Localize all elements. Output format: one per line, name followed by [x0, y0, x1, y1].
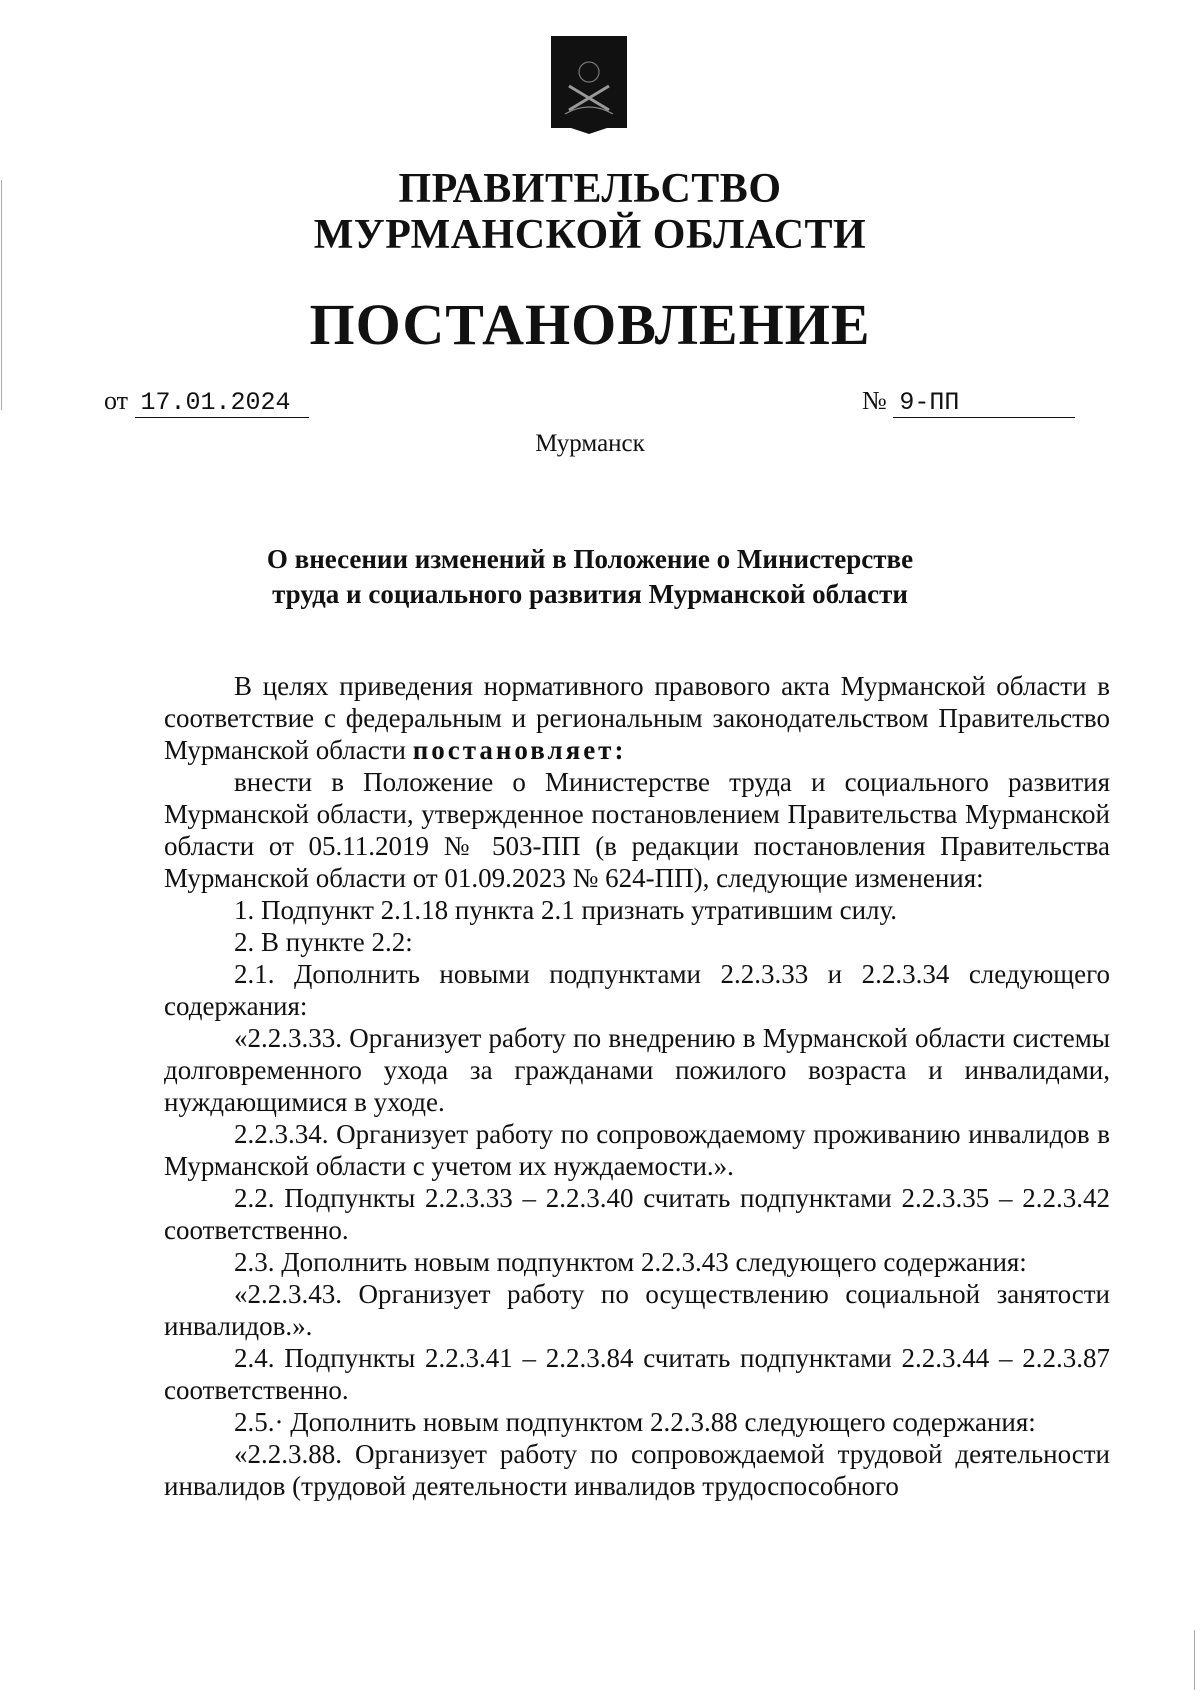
scan-edge-mark-right — [1194, 1630, 1195, 1690]
paragraph-item-2-4: 2.4. Подпункты 2.2.3.41 – 2.2.3.84 считать подпунктами 2.2.3.44 – 2.2.3.87 соответственно. — [164, 1343, 1110, 1405]
paragraph-item-2: 2. В пункте 2.2: — [234, 927, 413, 957]
number-field — [862, 386, 1075, 418]
title-line1: О внесении изменений в Положение о Министерстве — [266, 544, 914, 574]
preamble-text: В целях приведения нормативного правового акта Мурманской области в соответствие с федеральным и региональным законодательством Правительство Мурманской области — [164, 671, 1110, 765]
paragraph-quote-2-2-3-34: 2.2.3.34. Организует работу по сопровождаемому проживанию инвалидов в Мурманской области с учетом их нуждаемости.». — [164, 1119, 1110, 1181]
org-name-line1: ПРАВИТЕЛЬСТВО — [398, 166, 782, 212]
title-line2: труда и социального развития Мурманской области — [272, 579, 908, 609]
number-prefix: № — [862, 386, 887, 415]
paragraph-quote-2-2-3-43: «2.2.3.43. Организует работу по осуществлению социальной занятости инвалидов.». — [164, 1279, 1110, 1341]
coat-of-arms-emblem — [547, 34, 631, 134]
paragraph-quote-2-2-3-88: «2.2.3.88. Организует работу по сопровождаемой трудовой деятельности инвалидов (трудовой деятельности инвалидов трудоспособного — [164, 1439, 1110, 1501]
paragraph-item-2-5: 2.5.· Дополнить новым подпунктом 2.2.3.88 следующего содержания: — [234, 1407, 1036, 1437]
paragraph-quote-2-2-3-33: «2.2.3.33. Организует работу по внедрению в Мурманской области системы долговременного ухода за гражданами пожилого возраста и инвалидами, нуждающимися в уходе. — [164, 1023, 1110, 1117]
paragraph-amendment: внести в Положение о Министерстве труда и социального развития Мурманской области, утвержденное постановлением Правительства Мурманской области от 05.11.2019 № 503-ПП (в редакции постановления Правительства Мурманской области от 01.09.2023 № 624-ПП), следующие изменения: — [164, 767, 1110, 893]
document-title — [0, 542, 1180, 612]
date-prefix: от — [104, 386, 129, 415]
date-value: 17.01.2024 — [135, 389, 309, 418]
number-value: 9-ПП — [893, 389, 1075, 418]
paragraph-preamble — [164, 670, 1110, 766]
document-type: ПОСТАНОВЛЕНИЕ — [309, 292, 871, 357]
paragraph-item-1: 1. Подпункт 2.1.18 пункта 2.1 признать утратившим силу. — [234, 895, 898, 925]
city: Мурманск — [535, 430, 645, 457]
resolves-keyword: постановляет: — [412, 735, 627, 765]
paragraph-item-2-2: 2.2. Подпункты 2.2.3.33 – 2.2.3.40 считать подпунктами 2.2.3.35 – 2.2.3.42 соответственно. — [164, 1183, 1110, 1245]
scan-edge-mark-left — [1, 180, 2, 410]
paragraph-item-2-1: 2.1. Дополнить новыми подпунктами 2.2.3.33 и 2.2.3.34 следующего содержания: — [164, 959, 1110, 1021]
org-name-line2: МУРМАНСКОЙ ОБЛАСТИ — [313, 212, 867, 258]
document-body — [164, 670, 1110, 1502]
date-field — [104, 386, 309, 418]
paragraph-item-2-3: 2.3. Дополнить новым подпунктом 2.2.3.43 следующего содержания: — [234, 1247, 1027, 1277]
